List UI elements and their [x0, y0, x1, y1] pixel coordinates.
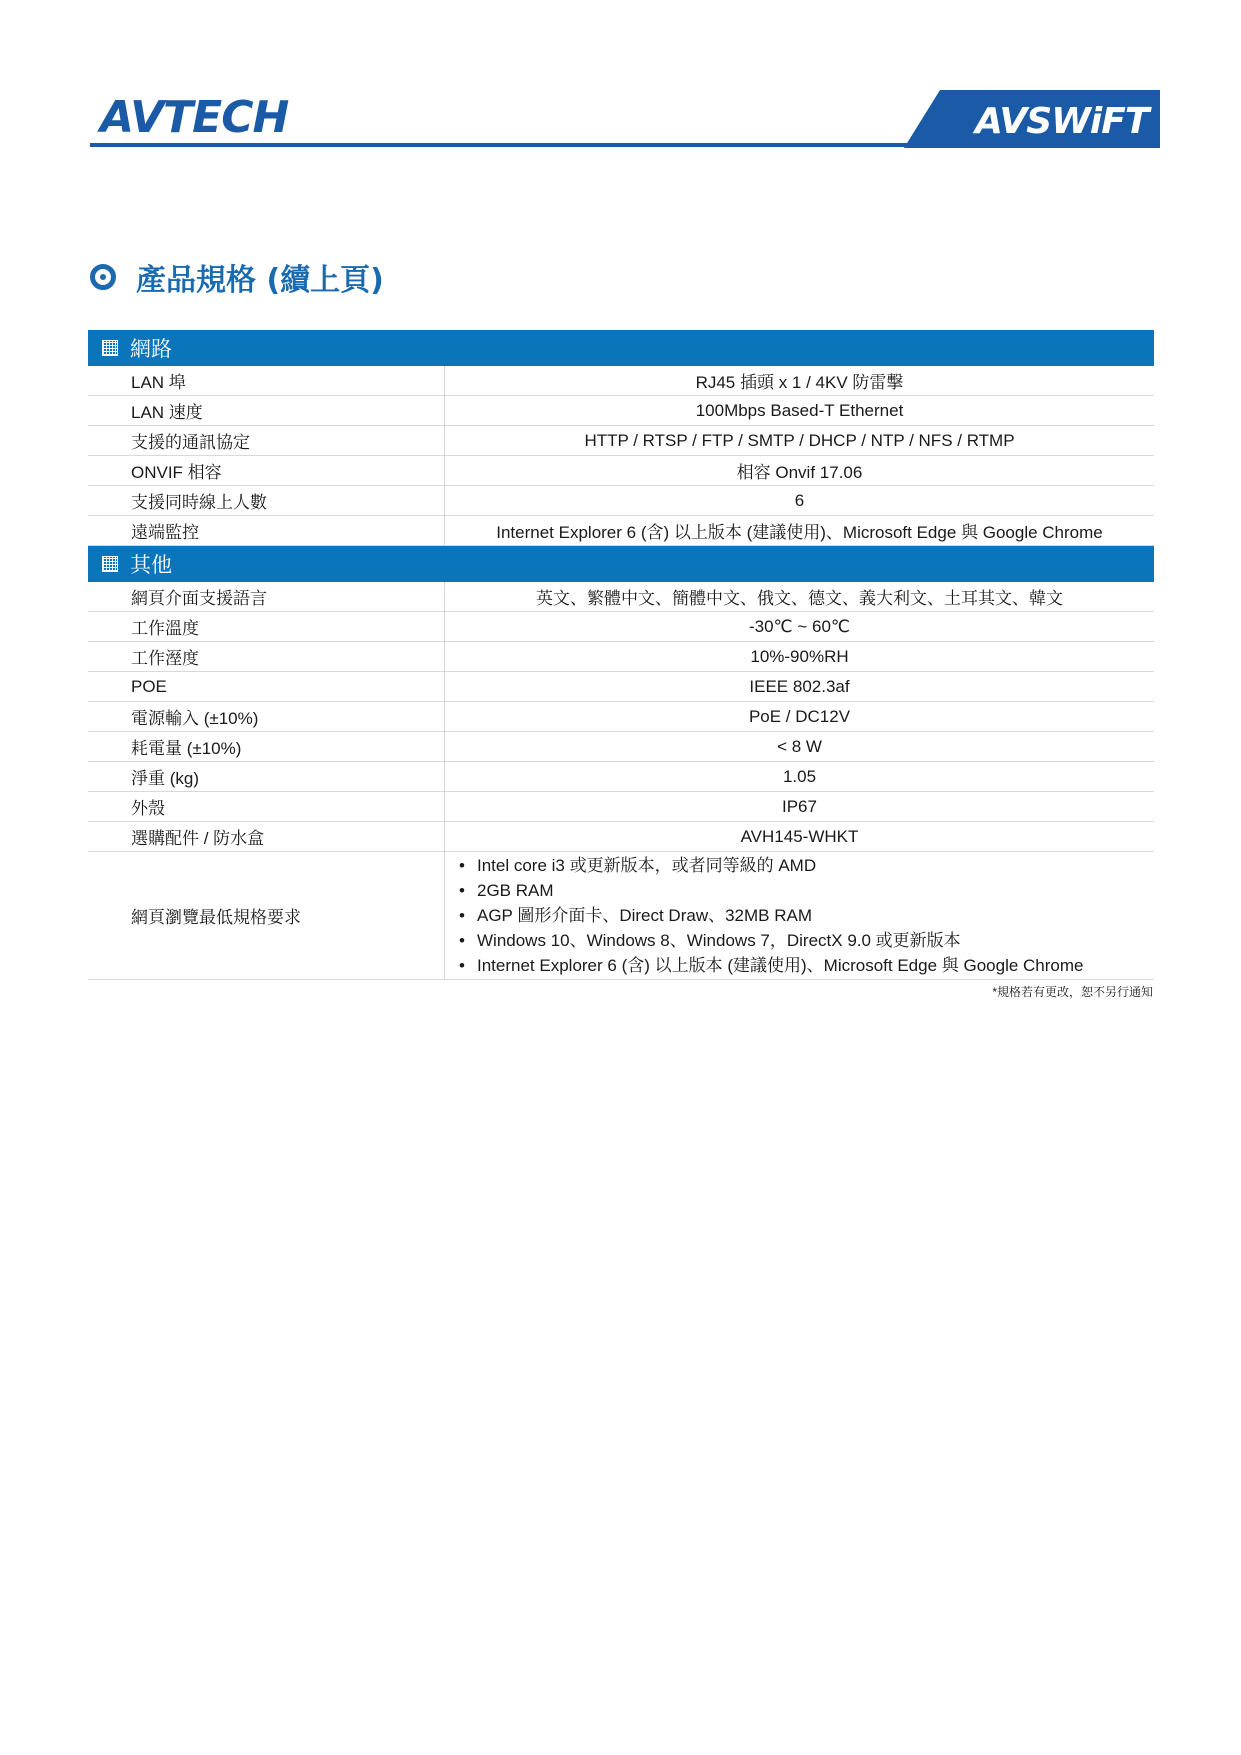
- table-row: [88, 486, 1154, 516]
- avswift-logo: AVSWiFT: [975, 101, 1149, 142]
- spec-value: 相容 Onvif 17.06: [736, 463, 863, 482]
- spec-label: 工作溼度: [88, 642, 445, 671]
- page-header: [0, 0, 1241, 160]
- spec-value: [445, 852, 1154, 979]
- spec-table: [88, 330, 1154, 980]
- bullet-circle-icon: [90, 264, 116, 290]
- table-row-browser-requirements: [88, 852, 1154, 980]
- spec-label: LAN 速度: [88, 396, 445, 425]
- spec-value: 英文、繁體中文、簡體中文、俄文、德文、義大利文、土耳其文、韓文: [536, 589, 1063, 608]
- spec-label: 耗電量 (±10%): [88, 732, 445, 761]
- page-title: 產品規格 (續上頁): [136, 263, 384, 298]
- table-row: [88, 642, 1154, 672]
- spec-value: AVH145-WHKT: [740, 826, 859, 846]
- spec-value: 100Mbps Based-T Ethernet: [695, 400, 904, 420]
- table-row: [88, 366, 1154, 396]
- section-title: [90, 255, 384, 299]
- spec-value: Internet Explorer 6 (含) 以上版本 (建議使用)、Microsoft Edge 與 Google Chrome: [496, 523, 1103, 542]
- avtech-logo: AVTECH: [100, 92, 289, 143]
- spec-value: -30℃ ~ 60℃: [748, 616, 851, 636]
- table-row: [88, 516, 1154, 546]
- spec-label: 工作溫度: [88, 612, 445, 641]
- table-row: [88, 456, 1154, 486]
- spec-label: 網頁介面支援語言: [88, 582, 445, 611]
- category-header-other: [88, 546, 1154, 582]
- footnote: *規格若有更改，恕不另行通知: [992, 985, 1153, 999]
- table-row: [88, 762, 1154, 792]
- category-header-network: [88, 330, 1154, 366]
- table-row: [88, 672, 1154, 702]
- category-name: 網路: [130, 338, 172, 361]
- spec-label: 選購配件 / 防水盒: [88, 822, 445, 851]
- table-row: [88, 612, 1154, 642]
- requirement-list: [445, 853, 1154, 978]
- list-item: • Intel core i3 或更新版本，或者同等級的 AMD: [459, 853, 1154, 878]
- grid-square-icon: [102, 340, 118, 356]
- spec-value: PoE / DC12V: [748, 706, 851, 726]
- spec-label: ONVIF 相容: [88, 456, 445, 485]
- category-name: 其他: [130, 554, 172, 577]
- list-item: • Internet Explorer 6 (含) 以上版本 (建議使用)、Microsoft Edge 與 Google Chrome: [459, 953, 1154, 978]
- spec-label: 淨重 (kg): [88, 762, 445, 791]
- spec-label: POE: [88, 672, 445, 701]
- spec-value: 6: [794, 490, 805, 510]
- table-row: [88, 822, 1154, 852]
- table-row: [88, 792, 1154, 822]
- list-item: • 2GB RAM: [459, 878, 1154, 903]
- spec-value: 1.05: [782, 766, 817, 786]
- spec-label: 支援的通訊協定: [88, 426, 445, 455]
- spec-label: 支援同時線上人數: [88, 486, 445, 515]
- spec-value: < 8 W: [777, 736, 822, 756]
- list-item: • AGP 圖形介面卡、Direct Draw、32MB RAM: [459, 903, 1154, 928]
- table-row: [88, 732, 1154, 762]
- spec-value: RJ45 插頭 x 1 / 4KV 防雷擊: [695, 373, 904, 392]
- spec-label: LAN 埠: [88, 366, 445, 395]
- spec-value: IEEE 802.3af: [749, 676, 850, 696]
- list-item: • Windows 10、Windows 8、Windows 7，DirectX 9.0 或更新版本: [459, 928, 1154, 953]
- spec-label: 電源輸入 (±10%): [88, 702, 445, 731]
- spec-value: HTTP / RTSP / FTP / SMTP / DHCP / NTP / NFS / RTMP: [584, 430, 1015, 450]
- header-divider: [90, 143, 1160, 147]
- table-row: [88, 426, 1154, 456]
- table-row: [88, 396, 1154, 426]
- spec-label: 遠端監控: [88, 516, 445, 545]
- table-row: [88, 582, 1154, 612]
- spec-value: 10%-90%RH: [750, 646, 849, 666]
- spec-value: IP67: [782, 796, 817, 816]
- spec-label: 網頁瀏覽最低規格要求: [88, 852, 445, 979]
- table-row: [88, 702, 1154, 732]
- spec-label: 外殼: [88, 792, 445, 821]
- grid-square-icon: [102, 556, 118, 572]
